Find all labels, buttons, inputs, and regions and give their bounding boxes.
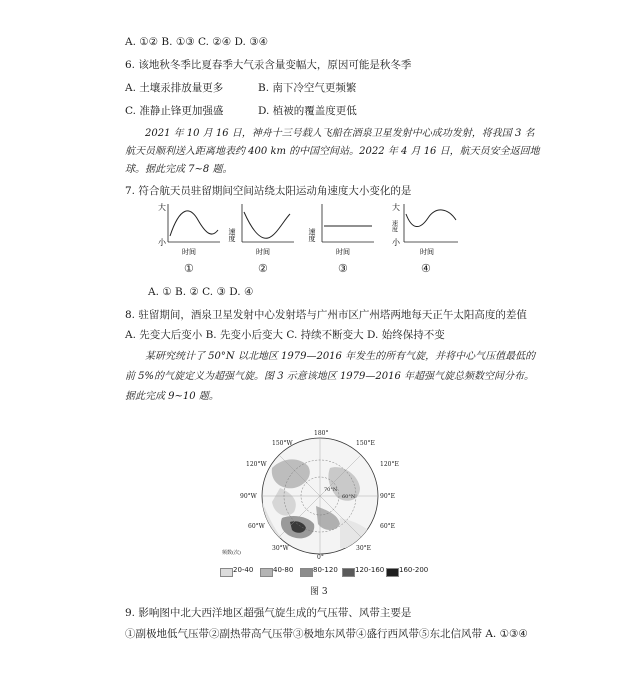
passage1-line1: 2021 年 10 月 16 日，神舟十三号载人飞船在酒泉卫星发射中心成功发射，将我国 3 名	[145, 128, 535, 139]
graph-label-speed: 速度	[308, 228, 316, 242]
passage1-line2: 航天员顺利送入距离地表约 400 km 的中国空间站。2022 年 4 月 16 日，航天员安全返回地	[125, 146, 540, 157]
graph-number-4: ④	[421, 262, 431, 275]
q6-option-d: D. 植被的覆盖度更低	[258, 105, 357, 117]
label-90e: 90°E	[380, 493, 396, 500]
graph-label-time: 时间	[336, 248, 350, 256]
q9-options: ①副极地低气压带②副热带高气压带③极地东风带④盛行西风带⑤东北信风带 A. ①③④	[125, 628, 528, 640]
graph-label-big: 大	[158, 203, 166, 212]
legend-swatch-5	[386, 568, 399, 577]
legend-label-2: 40-80	[273, 566, 294, 574]
label-30w: 30°W	[272, 545, 289, 552]
passage2-line3: 据此完成 9~10 题。	[125, 391, 219, 402]
q8-stem: 8. 驻留期间，酒泉卫星发射中心发射塔与广州市区广州塔两地每天正午太阳高度的差值	[125, 309, 527, 321]
label-30e: 30°E	[356, 545, 372, 552]
q6-option-b: B. 南下冷空气更频繁	[258, 82, 357, 94]
legend-label-3: 80-120	[313, 566, 338, 574]
q7-graph-2	[228, 200, 296, 260]
label-70n: 70°N	[324, 487, 338, 493]
graph-label-small: 小	[392, 238, 400, 247]
q7-graph-1	[158, 200, 222, 260]
q7-graph-3	[308, 200, 376, 260]
q7-options: A. ① B. ② C. ③ D. ④	[148, 286, 254, 298]
q7-stem: 7. 符合航天员驻留期间空间站绕太阳运动角速度大小变化的是	[125, 185, 412, 197]
legend-swatch-2	[260, 568, 273, 577]
polar-cyclone-map	[220, 428, 420, 568]
q6-stem: 6. 该地秋冬季比夏春季大气汞含量变幅大，原因可能是秋冬季	[125, 59, 412, 71]
passage2-line1: 某研究统计了 50°N 以北地区 1979—2016 年发生的所有气旋，并将中心气压值最低的	[145, 351, 536, 362]
legend-label-5: 160-200	[399, 566, 429, 574]
graph-label-speed: 速度	[228, 228, 236, 242]
legend-swatch-4	[342, 568, 355, 577]
label-90w: 90°W	[240, 493, 257, 500]
label-150w: 150°W	[272, 440, 293, 447]
legend-label-4: 120-160	[355, 566, 385, 574]
map-legend	[220, 566, 430, 578]
graph-number-1: ①	[184, 262, 194, 275]
q6-option-a: A. 土壤汞排放量更多	[125, 82, 224, 94]
label-60e: 60°E	[380, 523, 396, 530]
graph-number-2: ②	[258, 262, 268, 275]
q9-stem: 9. 影响图中北大西洋地区超强气旋生成的气压带、风带主要是	[125, 607, 412, 619]
graph-number-3: ③	[338, 262, 348, 275]
figure-caption: 图 3	[310, 587, 328, 597]
passage1-line3: 球。据此完成 7~8 题。	[125, 164, 233, 175]
q5-options: A. ①② B. ①③ C. ②④ D. ③④	[125, 36, 269, 48]
label-120w: 120°W	[246, 461, 267, 468]
graph-label-time: 时间	[256, 248, 270, 256]
label-60n: 60°N	[342, 494, 356, 500]
graph-label-small: 小	[158, 238, 166, 247]
graph-label-time: 时间	[182, 248, 196, 256]
graph-label-time: 时间	[420, 248, 434, 256]
q6-option-c: C. 准静止锋更加强盛	[125, 105, 224, 117]
label-180: 180°	[314, 430, 329, 437]
graph-label-big: 大	[392, 203, 400, 212]
graph-label-speed: 速度	[390, 220, 398, 232]
passage2-line2: 前 5%的气旋定义为超强气旋。图 3 示意该地区 1979—2016 年超强气旋总频数空间分布。	[125, 371, 535, 382]
label-frequency: 频数(次)	[222, 550, 241, 556]
legend-swatch-1	[220, 568, 233, 577]
legend-swatch-3	[300, 568, 313, 577]
label-60w: 60°W	[248, 523, 265, 530]
legend-label-1: 20-40	[233, 566, 254, 574]
q8-options: A. 先变大后变小 B. 先变小后变大 C. 持续不断变大 D. 始终保持不变	[125, 329, 445, 341]
label-150e: 150°E	[356, 440, 375, 447]
q7-graph-4	[392, 200, 462, 260]
label-0: 0°	[317, 554, 324, 561]
label-120e: 120°E	[380, 461, 399, 468]
